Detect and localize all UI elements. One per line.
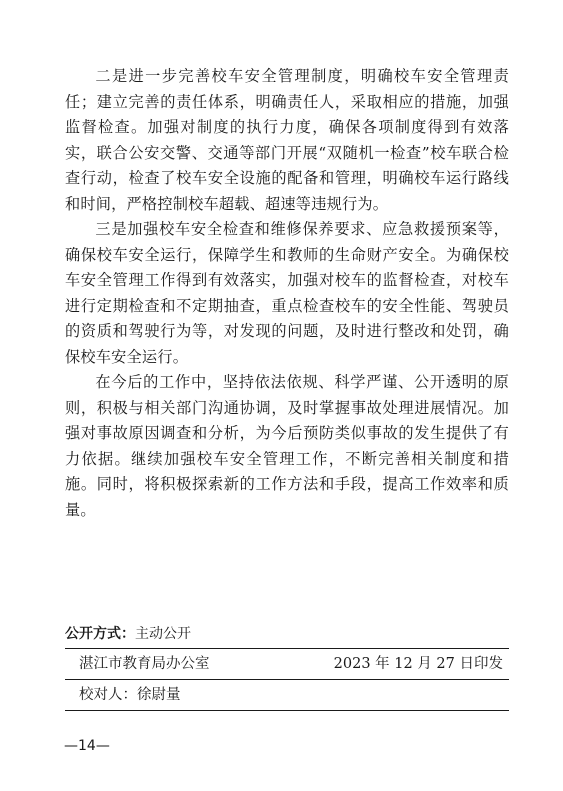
paragraph-3: 三是加强校车安全检查和维修保养要求、应急救援预案等，确保校车安全运行，保障学生和教师的生命财产安全。为确保校车安全管理工作得到有效落实，加强对校车的监督检查，对校车进行定期检查和不定期抽查，重点检查校车的安全性能、驾驶员的资质和驾驶行为等，对发现的问题，及时进行整改和处罚，确保校车安全运行。 [65,220,509,366]
publication-value: 主动公开 [135,626,191,642]
publication-label: 公开方式： [65,626,135,642]
page-number: —14— [64,738,110,754]
issue-date: 2023 年 12 月 27 日印发 [333,656,503,672]
paragraph-conclusion: 在今后的工作中，坚持依法依规、科学严谨、公开透明的原则，积极与相关部门沟通协调，及时掌握事故处理进展情况。加强对事故原因调查和分析，为今后预防类似事故的发生提供了有力依据。继续加强校车安全管理工作，不断完善相关制度和措施。同时，将积极探索新的工作方法和手段，提高工作效率和质量。 [65,373,509,519]
publication-method [65,620,509,648]
issuer-name: 湛江市教育局办公室 [79,656,210,672]
issuer-row [65,649,509,679]
document-footer [65,620,509,711]
body-text [65,64,509,523]
proofreader: 校对人：徐尉量 [79,687,181,703]
paragraph-2: 二是进一步完善校车安全管理制度，明确校车安全管理责任；建立完善的责任体系，明确责任人，采取相应的措施，加强监督检查。加强对制度的执行力度，确保各项制度得到有效落实，联合公安交警、交通等部门开展“双随机一检查”校车联合检查行动，检查了校车安全设施的配备和管理，明确校车运行路线和时间，严格控制校车超载、超速等违规行为。 [65,67,509,213]
footer-rule-bottom [65,710,509,711]
